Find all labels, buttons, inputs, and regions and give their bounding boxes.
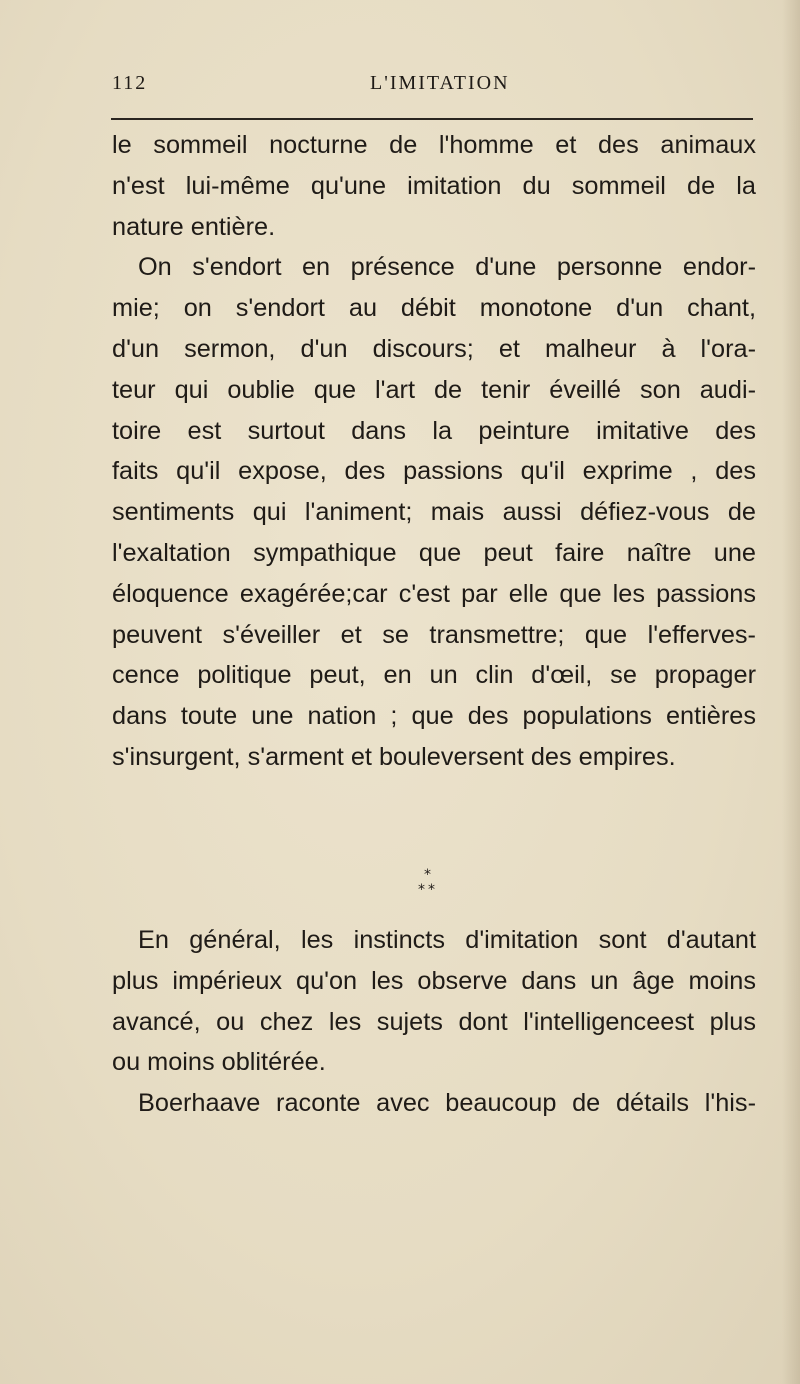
asterisk-icon: *	[428, 882, 435, 898]
text-line: d'un sermon, d'un discours; et malheur à l'ora-	[112, 334, 756, 363]
text-line: mie; on s'endort au débit monotone d'un chant,	[112, 294, 756, 323]
text-line: l'exaltation sympathique que peut faire naître une	[112, 538, 756, 567]
text-line: En général, les instincts d'imitation sont d'autant	[138, 926, 756, 954]
asterisk-icon: *	[418, 882, 425, 898]
paragraph	[112, 247, 756, 777]
page-edge-shadow	[782, 0, 800, 1384]
text-line: n'est lui-même qu'une imitation du sommeil de la	[112, 171, 756, 200]
text-line: dans toute une nation ; que des populations entières	[112, 702, 756, 731]
text-line: plus impérieux qu'on les observe dans un âge moins	[112, 966, 756, 995]
text-line: cence politique peut, en un clin d'œil, se propager	[112, 661, 756, 690]
paragraph	[112, 125, 756, 247]
page-header	[112, 60, 752, 100]
text-line: Boerhaave raconte avec beaucoup de détails l'his-	[138, 1089, 756, 1118]
text-line: On s'endort en présence d'une personne endor-	[138, 253, 756, 282]
header-rule	[111, 118, 753, 120]
paragraph	[112, 1083, 756, 1124]
text-line: peuvent s'éveiller et se transmettre; que l'efferves-	[112, 620, 756, 649]
text-line: nature entière.	[112, 212, 276, 241]
text-line: sentiments qui l'animent; mais aussi défiez-vous de	[112, 498, 756, 527]
body-text-top	[112, 125, 756, 778]
asterism-separator	[413, 862, 453, 912]
text-line: ou moins oblitérée.	[112, 1048, 326, 1077]
paragraph	[112, 920, 756, 1083]
text-line: faits qu'il expose, des passions qu'il exprime , des	[112, 457, 756, 486]
text-line: teur qui oublie que l'art de tenir éveillé son audi-	[112, 375, 756, 404]
text-line: le sommeil nocturne de l'homme et des animaux	[112, 131, 756, 159]
text-line: toire est surtout dans la peinture imitative des	[112, 416, 756, 445]
asterisk-icon: *	[424, 867, 431, 883]
body-text-bottom	[112, 920, 756, 1124]
text-line: s'insurgent, s'arment et bouleversent des empires.	[112, 742, 676, 771]
text-line: éloquence exagérée;car c'est par elle que les passions	[112, 579, 756, 608]
text-line: avancé, ou chez les sujets dont l'intelligenceest plus	[112, 1007, 756, 1036]
page-number: 112	[112, 72, 148, 94]
running-title: L'IMITATION	[370, 72, 510, 94]
